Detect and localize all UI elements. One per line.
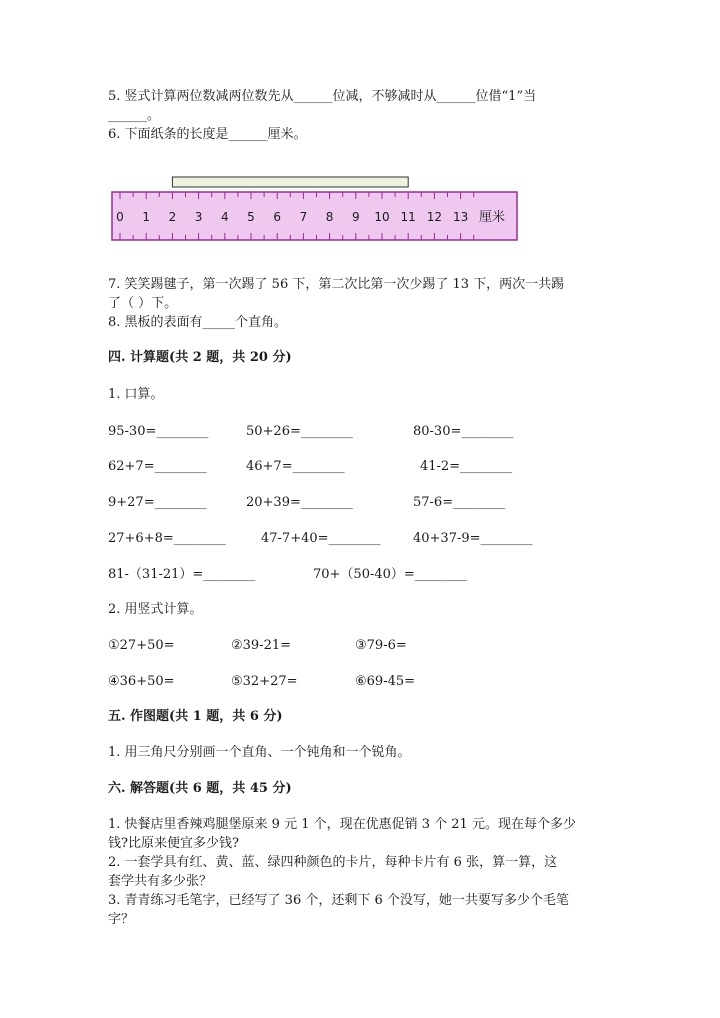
vertical-calc-item: ④36+50= [108,674,175,689]
ruler-number-label: 1 [142,210,151,224]
section-6-q3-line2: 字？ [108,912,135,927]
question-8: 8. 黑板的表面有_____个直角。 [108,315,288,330]
ruler-diagram [0,0,720,260]
section-6-q2-line1: 2. 一套学具有红、黄、蓝、绿四种颜色的卡片，每种卡片有 6 张，算一算，这 [108,855,558,870]
ruler-number-label: 13 [452,210,469,224]
question-6: 6. 下面纸条的长度是______厘米。 [108,127,307,142]
ruler-number-label: 2 [168,210,177,224]
ruler-number-label: 3 [194,210,203,224]
section-4-q1: 1. 口算。 [108,387,164,402]
ruler-number-label: 8 [325,210,334,224]
oral-calc-item: 95-30=________ [108,424,209,439]
ruler-number-label: 12 [426,210,443,224]
question-5-line2: ______。 [108,108,161,123]
question-7-line2: 了（ ）下。 [108,296,178,311]
ruler-unit-label: 厘米 [479,210,506,225]
ruler-number-label: 11 [400,210,416,224]
section-6-q1-line2: 钱?比原来便宜多少钱? [108,836,239,851]
vertical-calc-item: ①27+50= [108,638,175,653]
ruler-number-label: 7 [299,210,308,224]
section-6-q2-line2: 套学共有多少张？ [108,874,213,889]
ruler-number-label: 4 [220,210,229,224]
oral-calc-item: 50+26=________ [246,424,353,439]
vertical-calc-item: ③79-6= [355,638,407,653]
section-6-q3-line1: 3. 青青练习毛笔字，已经写了 36 个，还剩下 6 个没写，她一共要写多少个毛笔 [108,893,569,908]
section-4-title: 四. 计算题(共 2 题，共 20 分) [108,350,292,365]
oral-calc-item: 20+39=________ [246,495,353,510]
oral-calc-item: 9+27=________ [108,495,207,510]
oral-calc-item: 81-（31-21）=________ [108,567,256,582]
section-6-title: 六. 解答题(共 6 题，共 45 分) [108,781,292,796]
oral-calc-item: 62+7=________ [108,459,207,474]
question-5-line1: 5. 竖式计算两位数减两位数先从______位减，不够减时从______位借“1”当 [108,89,537,104]
oral-calc-item: 41-2=________ [420,459,513,474]
ruler-number-label: 0 [116,210,124,224]
vertical-calc-item: ②39-21= [231,638,292,653]
section-6-q1-line1: 1. 快餐店里香辣鸡腿堡原来 9 元 1 个，现在优惠促销 3 个 21 元。现在每个多少 [108,817,576,832]
section-4-q2: 2. 用竖式计算。 [108,602,203,617]
vertical-calc-item: ⑥69-45= [355,674,416,689]
ruler-number-label: 6 [273,210,282,224]
question-7-line1: 7. 笑笑踢毽子，第一次踢了 56 下，第二次比第一次少踢了 13 下，两次一共踢 [108,277,565,292]
oral-calc-item: 40+37-9=________ [413,531,533,546]
oral-calc-item: 57-6=________ [413,495,506,510]
ruler-number-label: 10 [374,210,390,224]
ruler-number-label: 9 [351,210,360,224]
oral-calc-item: 47-7+40=________ [261,531,381,546]
section-5-q1: 1. 用三角尺分别画一个直角、一个钝角和一个锐角。 [108,745,411,760]
oral-calc-item: 80-30=________ [413,424,514,439]
paper-strip [172,177,408,187]
vertical-calc-item: ⑤32+27= [231,674,298,689]
oral-calc-item: 70+（50-40）=________ [313,567,467,582]
section-5-title: 五. 作图题(共 1 题，共 6 分) [108,709,283,724]
ruler-number-label: 5 [247,210,255,224]
oral-calc-item: 27+6+8=________ [108,531,226,546]
oral-calc-item: 46+7=________ [246,459,345,474]
